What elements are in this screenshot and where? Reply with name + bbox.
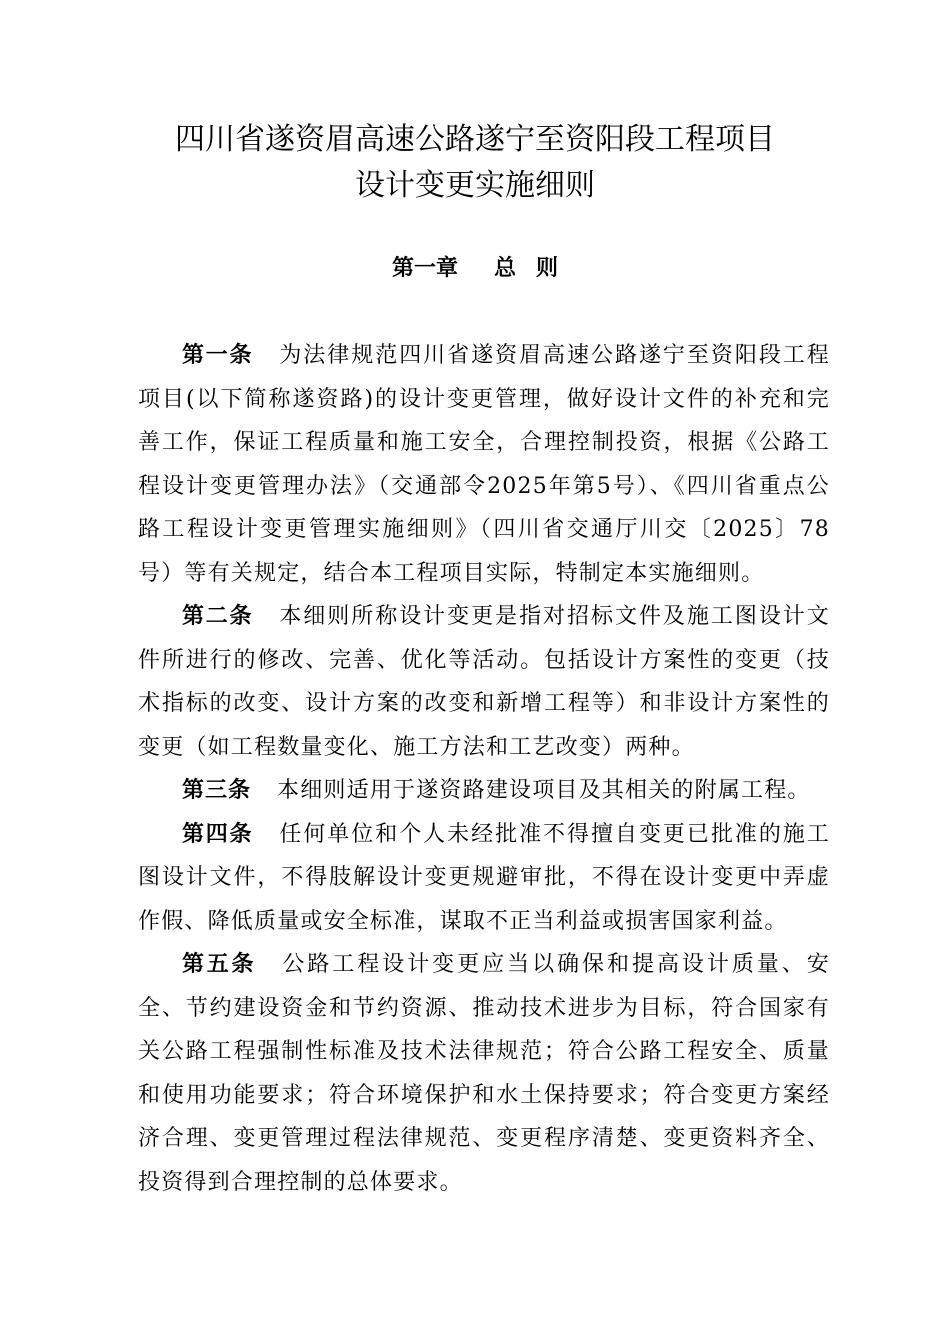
chapter-heading [0,253,950,285]
article-5 [138,943,830,1204]
article-text: 为法律规范四川省遂资眉高速公路遂宁至资阳段工程项目(以下简称遂资路)的设计变更管理，做好设计文件的补充和完善工作，保证工程质量和施工安全，合理控制投资，根据《公路工程设计变更管理办法》（交通部令2025年第5号）、《四川省重点公路工程设计变更管理实施细则》（四川省交通厅川交〔2025〕78号）等有关规定，结合本工程项目实际，特制定本实施细则。 [138,343,830,586]
article-2 [138,595,830,769]
article-3 [138,769,830,813]
article-label: 第一条 [182,343,254,368]
article-text: 公路工程设计变更应当以确保和提高设计质量、安全、节约建设资金和节约资源、推动技术进步为目标，符合国家有关公路工程强制性标准及技术法律规范；符合公路工程安全、质量和使用功能要求；符合环境保护和水土保持要求；符合变更方案经济合理、变更管理过程法律规范、变更程序清楚、变更资料齐全、投资得到合理控制的总体要求。 [138,952,830,1195]
document-title-line1: 四川省遂资眉高速公路遂宁至资阳段工程项目 [175,122,775,157]
document-body [138,334,830,1204]
article-label: 第五条 [182,952,257,977]
chapter-label: 第一章 [391,256,458,281]
article-1 [138,334,830,595]
chapter-title: 总则 [494,256,579,281]
article-text: 本细则所称设计变更是指对招标文件及施工图设计文件所进行的修改、完善、优化等活动。包括设计方案性的变更（技术指标的改变、设计方案的改变和新增工程等）和非设计方案性的变更（如工程数量变化、施工方法和工艺改变）两种。 [138,604,830,760]
article-4 [138,813,830,944]
document-title-line2: 设计变更实施细则 [355,168,595,203]
article-text: 任何单位和个人未经批准不得擅自变更已批准的施工图设计文件，不得肢解设计变更规避审批，不得在设计变更中弄虚作假、降低质量或安全标准，谋取不正当利益或损害国家利益。 [138,821,830,934]
article-label: 第三条 [182,778,252,803]
article-label: 第二条 [182,604,254,629]
article-text: 本细则适用于遂资路建设项目及其相关的附属工程。 [277,778,811,803]
article-label: 第四条 [182,821,254,847]
